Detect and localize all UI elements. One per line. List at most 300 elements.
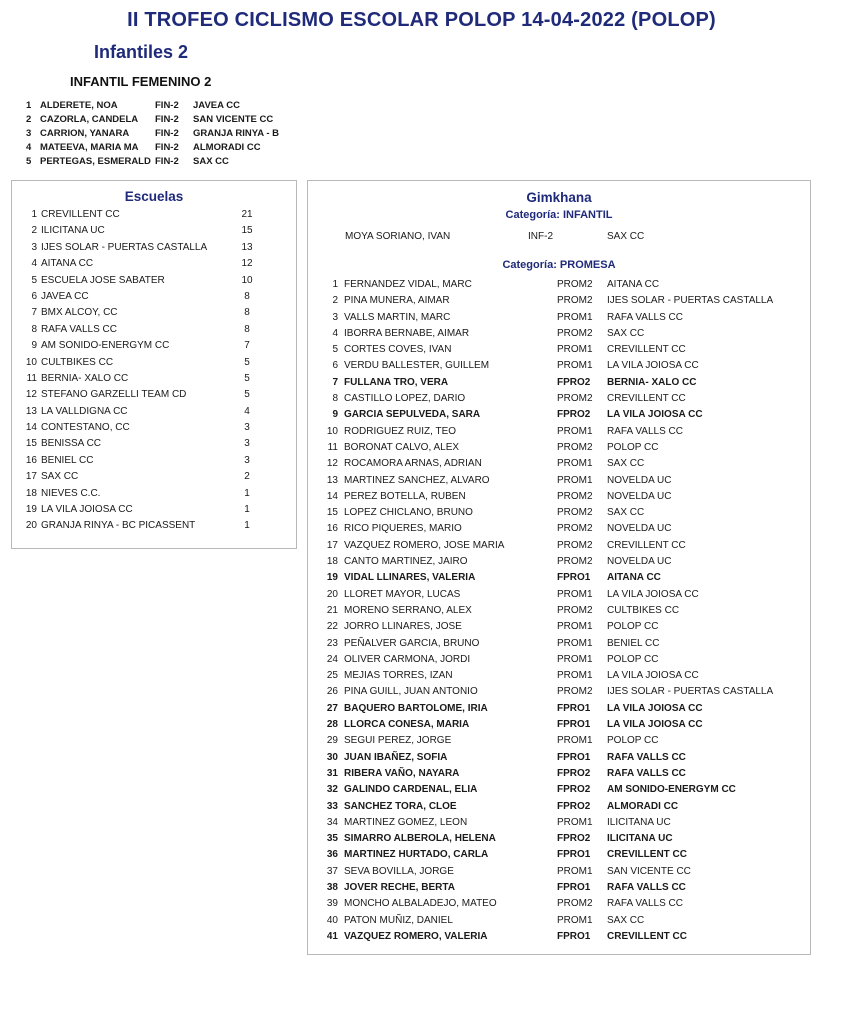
table-row: [308, 799, 808, 815]
rider-category: FPRO2: [557, 784, 591, 796]
school-points: 3: [244, 422, 250, 434]
position: 9: [31, 340, 37, 352]
table-row: [308, 652, 808, 668]
table-row: [308, 701, 808, 717]
table-row: [23, 256, 288, 272]
rider-category: PROM2: [557, 441, 593, 453]
rider-category: PROM2: [557, 539, 593, 551]
table-row: [308, 440, 808, 456]
school-name: RAFA VALLS CC: [41, 323, 117, 335]
position: 40: [326, 914, 338, 926]
table-row: [308, 733, 808, 749]
table-row: [23, 453, 288, 469]
rider-name: MATEEVA, MARIA MA: [40, 142, 139, 153]
position: 7: [332, 376, 338, 388]
rider-category: PROM1: [557, 588, 593, 600]
rider-club: BENIEL CC: [607, 637, 660, 649]
rider-club: JAVEA CC: [193, 100, 240, 111]
rider-club: CREVILLENT CC: [607, 344, 686, 356]
table-row: [23, 273, 288, 289]
position: 28: [326, 719, 338, 731]
rider-category: FIN-2: [155, 128, 179, 139]
position: 25: [326, 670, 338, 682]
rider-category: PROM2: [557, 279, 593, 290]
rider-club: SAX CC: [607, 507, 645, 519]
category-infantil-heading: Categoría: INFANTIL: [505, 209, 613, 221]
rider-club: CREVILLENT CC: [607, 930, 687, 942]
rider-club: POLOP CC: [607, 653, 659, 665]
position: 5: [26, 156, 32, 167]
table-row: [23, 502, 288, 518]
rider-club: RAFA VALLS CC: [607, 425, 683, 437]
position: 41: [326, 930, 338, 942]
school-points: 1: [244, 504, 250, 516]
position: 34: [326, 816, 338, 828]
rider-club: ALMORADI CC: [193, 142, 261, 153]
rider-name: VAZQUEZ ROMERO, JOSE MARIA: [344, 539, 505, 551]
rider-category: PROM1: [557, 914, 593, 926]
rider-name: GARCIA SEPULVEDA, SARA: [344, 409, 481, 421]
table-row: [308, 277, 808, 293]
rider-name: LOPEZ CHICLANO, BRUNO: [344, 507, 473, 519]
rider-name: IBORRA BERNABE, AIMAR: [344, 327, 470, 339]
rider-name: ALDERETE, NOA: [40, 100, 118, 111]
table-row: [308, 847, 808, 863]
rider-name: VAZQUEZ ROMERO, VALERIA: [344, 930, 488, 942]
table-row: [308, 913, 808, 929]
rider-name: VIDAL LLINARES, VALERIA: [344, 572, 476, 584]
position: 10: [326, 425, 338, 437]
rider-category: PROM2: [557, 604, 593, 616]
rider-name: CORTES COVES, IVAN: [344, 344, 452, 356]
rider-category: INF-2: [528, 231, 553, 242]
rider-category: FPRO2: [557, 376, 591, 388]
rider-name: CASTILLO LOPEZ, DARIO: [344, 393, 466, 405]
rider-category: PROM1: [557, 735, 593, 747]
position: 2: [31, 225, 37, 237]
rider-category: FIN-2: [155, 114, 179, 125]
position: 14: [326, 490, 338, 502]
rider-club: AITANA CC: [607, 572, 661, 584]
table-row: [308, 570, 808, 586]
rider-club: SAX CC: [607, 914, 645, 926]
rider-category: FPRO1: [557, 702, 591, 714]
rider-category: PROM2: [557, 507, 593, 519]
table-row: [308, 864, 808, 880]
position: 27: [326, 702, 338, 714]
table-row: [308, 391, 808, 407]
rider-category: PROM1: [557, 670, 593, 682]
school-name: CULTBIKES CC: [41, 356, 114, 368]
table-row: [23, 240, 288, 256]
position: 29: [326, 735, 338, 747]
school-name: BENISSA CC: [41, 438, 102, 450]
table-row: [23, 420, 288, 436]
school-points: 5: [244, 372, 250, 384]
table-row: [308, 358, 808, 374]
table-row: [23, 469, 288, 485]
rider-category: PROM1: [557, 474, 593, 486]
position: 36: [326, 849, 338, 861]
table-row: [308, 407, 808, 423]
section-subtitle: Infantiles 2: [94, 42, 189, 62]
rider-name: RICO PIQUERES, MARIO: [344, 523, 462, 535]
position: 15: [326, 507, 338, 519]
table-row: [308, 831, 808, 847]
position: 32: [326, 784, 338, 796]
school-name: AITANA CC: [41, 258, 94, 270]
position: 35: [326, 833, 338, 845]
table-row: [23, 355, 288, 371]
infantil-result-row: [308, 230, 808, 244]
table-row: [23, 387, 288, 403]
rider-category: FIN-2: [155, 156, 179, 167]
escuelas-panel: [11, 180, 297, 549]
position: 21: [326, 604, 338, 616]
gimkhana-panel: [307, 180, 811, 955]
rider-name: JOVER RECHE, BERTA: [344, 881, 455, 893]
rider-club: SAX CC: [607, 231, 645, 242]
rider-category: PROM1: [557, 816, 593, 828]
table-row: [308, 636, 808, 652]
position: 26: [326, 686, 338, 698]
rider-name: GALINDO CARDENAL, ELIA: [344, 784, 478, 796]
school-points: 3: [244, 438, 250, 450]
rider-name: VERDU BALLESTER, GUILLEM: [344, 360, 490, 372]
rider-name: RODRIGUEZ RUIZ, TEO: [344, 425, 457, 437]
rider-name: SANCHEZ TORA, CLOE: [344, 800, 457, 812]
rider-name: SIMARRO ALBEROLA, HELENA: [344, 833, 496, 845]
rider-club: RAFA VALLS CC: [607, 898, 683, 910]
rider-name: JUAN IBAÑEZ, SOFIA: [344, 751, 448, 763]
table-row: [308, 489, 808, 505]
rider-name: PATON MUÑIZ, DANIEL: [344, 914, 453, 926]
position: 12: [25, 389, 37, 401]
position: 11: [26, 372, 37, 384]
school-name: ESCUELA JOSE SABATER: [41, 274, 165, 286]
rider-name: SEGUI PEREZ, JORGE: [344, 735, 452, 747]
table-row: [23, 223, 288, 239]
school-points: 13: [241, 241, 253, 253]
rider-category: PROM2: [557, 523, 593, 535]
position: 31: [326, 767, 338, 779]
rider-name: PEREZ BOTELLA, RUBEN: [344, 490, 466, 502]
school-name: NIEVES C.C.: [41, 487, 101, 499]
school-points: 1: [244, 487, 250, 499]
rider-category: PROM2: [557, 556, 593, 568]
escuelas-title: Escuelas: [124, 189, 184, 204]
rider-name: CAZORLA, CANDELA: [40, 114, 139, 125]
position: 13: [25, 405, 37, 417]
table-row: [23, 436, 288, 452]
position: 37: [326, 865, 338, 877]
table-row: [308, 619, 808, 635]
rider-club: SAX CC: [193, 156, 229, 167]
position: 19: [25, 504, 37, 516]
promesa-results-list: [308, 277, 808, 945]
infantil-femenino-title: INFANTIL FEMENINO 2: [70, 74, 212, 89]
rider-club: NOVELDA UC: [607, 523, 672, 535]
rider-club: NOVELDA UC: [607, 556, 672, 568]
table-row: [23, 305, 288, 321]
position: 23: [326, 637, 338, 649]
position: 17: [25, 471, 37, 483]
rider-name: OLIVER CARMONA, JORDI: [344, 653, 471, 665]
table-row: [23, 207, 288, 223]
position: 15: [25, 438, 37, 450]
school-name: BERNIA- XALO CC: [41, 372, 129, 384]
school-name: AM SONIDO-ENERGYM CC: [41, 340, 170, 352]
position: 1: [31, 209, 37, 220]
rider-club: SAN VICENTE CC: [607, 865, 691, 877]
position: 8: [332, 393, 338, 405]
position: 18: [326, 556, 338, 568]
rider-category: FPRO1: [557, 930, 591, 942]
school-points: 1: [244, 520, 250, 532]
table-row: [308, 554, 808, 570]
position: 5: [332, 344, 338, 356]
rider-club: GRANJA RINYA - B: [193, 128, 280, 139]
rider-club: CREVILLENT CC: [607, 539, 686, 551]
position: 11: [327, 441, 338, 453]
rider-category: PROM2: [557, 295, 593, 307]
rider-category: FPRO2: [557, 767, 591, 779]
rider-name: MORENO SERRANO, ALEX: [344, 604, 472, 616]
position: 16: [326, 523, 338, 535]
rider-category: PROM1: [557, 344, 593, 356]
position: 3: [332, 311, 338, 323]
rider-category: PROM2: [557, 490, 593, 502]
table-row: [308, 538, 808, 554]
table-row: [308, 929, 808, 945]
rider-category: PROM2: [557, 686, 593, 698]
rider-name: MARTINEZ HURTADO, CARLA: [344, 849, 489, 861]
rider-club: POLOP CC: [607, 735, 659, 747]
gimkhana-title: Gimkhana: [526, 190, 592, 205]
rider-category: PROM1: [557, 637, 593, 649]
rider-category: PROM2: [557, 393, 593, 405]
rider-club: LA VILA JOIOSA CC: [607, 670, 699, 682]
escuelas-list: [23, 207, 288, 535]
rider-club: POLOP CC: [607, 621, 659, 633]
rider-name: RIBERA VAÑO, NAYARA: [344, 767, 460, 779]
school-name: CREVILLENT CC: [41, 209, 120, 220]
rider-category: FPRO1: [557, 572, 591, 584]
school-points: 10: [241, 274, 253, 286]
position: 39: [326, 898, 338, 910]
position: 2: [332, 295, 338, 307]
rider-name: MONCHO ALBALADEJO, MATEO: [344, 898, 497, 910]
rider-name: SEVA BOVILLA, JORGE: [344, 865, 454, 877]
position: 6: [332, 360, 338, 372]
page-title: II TROFEO CICLISMO ESCOLAR POLOP 14-04-2022 (POLOP): [127, 9, 716, 31]
rider-club: LA VILA JOIOSA CC: [607, 702, 703, 714]
table-row: [308, 326, 808, 342]
school-name: LA VILA JOIOSA CC: [41, 504, 133, 516]
rider-club: SAN VICENTE CC: [193, 114, 274, 125]
rider-club: CULTBIKES CC: [607, 604, 680, 616]
rider-name: JORRO LLINARES, JOSE: [344, 621, 462, 633]
rider-category: PROM1: [557, 311, 593, 323]
rider-club: SAX CC: [607, 327, 645, 339]
rider-category: PROM1: [557, 425, 593, 437]
rider-category: FPRO2: [557, 833, 591, 845]
rider-name: MARTINEZ SANCHEZ, ALVARO: [344, 474, 490, 486]
rider-club: NOVELDA UC: [607, 490, 672, 502]
school-points: 7: [244, 340, 250, 352]
rider-club: RAFA VALLS CC: [607, 311, 683, 323]
school-points: 4: [244, 405, 250, 417]
rider-club: NOVELDA UC: [607, 474, 672, 486]
table-row: [308, 668, 808, 684]
table-row: [308, 782, 808, 798]
table-row: [308, 310, 808, 326]
position: 1: [26, 100, 32, 111]
rider-name: PINA MUNERA, AIMAR: [344, 295, 450, 307]
position: 18: [25, 487, 37, 499]
rider-name: CARRION, YANARA: [40, 128, 130, 139]
table-row: [308, 603, 808, 619]
table-row: [308, 815, 808, 831]
position: 30: [326, 751, 338, 763]
rider-name: VALLS MARTIN, MARC: [344, 311, 451, 323]
rider-club: RAFA VALLS CC: [607, 767, 686, 779]
table-row: [308, 717, 808, 733]
rider-category: FPRO1: [557, 751, 591, 763]
table-row: [308, 424, 808, 440]
rider-category: FIN-2: [155, 100, 179, 111]
school-name: BMX ALCOY, CC: [41, 307, 118, 319]
table-row: [308, 342, 808, 358]
rider-name: PERTEGAS, ESMERALD: [40, 156, 151, 167]
rider-name: BORONAT CALVO, ALEX: [344, 441, 460, 453]
rider-name: LLORET MAYOR, LUCAS: [344, 588, 461, 600]
position: 20: [326, 588, 338, 600]
rider-name: MARTINEZ GOMEZ, LEON: [344, 816, 468, 828]
rider-name: LLORCA CONESA, MARIA: [344, 719, 470, 731]
position: 4: [332, 327, 338, 339]
rider-category: FPRO1: [557, 881, 591, 893]
rider-category: PROM1: [557, 865, 593, 877]
position: 10: [25, 356, 37, 368]
rider-club: LA VILA JOIOSA CC: [607, 409, 703, 421]
rider-category: PROM1: [557, 621, 593, 633]
table-row: [308, 505, 808, 521]
position: 13: [326, 474, 338, 486]
rider-club: IJES SOLAR - PUERTAS CASTALLA: [607, 295, 774, 307]
rider-club: SAX CC: [607, 458, 645, 470]
table-row: [308, 456, 808, 472]
school-name: IJES SOLAR - PUERTAS CASTALLA: [41, 241, 208, 253]
rider-club: RAFA VALLS CC: [607, 881, 686, 893]
table-row: [308, 473, 808, 489]
rider-club: BERNIA- XALO CC: [607, 376, 697, 388]
school-name: BENIEL CC: [41, 454, 94, 466]
table-row: [23, 404, 288, 420]
table-row: [23, 518, 288, 534]
rider-name: BAQUERO BARTOLOME, IRIA: [344, 702, 488, 714]
school-points: 3: [244, 454, 250, 466]
rider-category: FPRO1: [557, 719, 591, 731]
school-name: SAX CC: [41, 471, 79, 483]
position: 3: [26, 128, 32, 139]
school-name: STEFANO GARZELLI TEAM CD: [41, 389, 187, 401]
school-points: 8: [244, 323, 250, 335]
table-row: [23, 486, 288, 502]
position: 16: [25, 454, 37, 466]
rider-name: PINA GUILL, JUAN ANTONIO: [344, 686, 478, 698]
school-name: LA VALLDIGNA CC: [41, 405, 128, 417]
school-points: 8: [244, 307, 250, 319]
rider-category: PROM2: [557, 327, 593, 339]
rider-name: MOYA SORIANO, IVAN: [345, 231, 451, 242]
rider-category: PROM1: [557, 653, 593, 665]
table-row: [23, 289, 288, 305]
rider-category: PROM1: [557, 458, 593, 470]
rider-club: LA VILA JOIOSA CC: [607, 360, 699, 372]
rider-club: ALMORADI CC: [607, 800, 679, 812]
table-row: [308, 766, 808, 782]
position: 38: [326, 881, 338, 893]
school-points: 2: [244, 471, 250, 483]
rider-club: POLOP CC: [607, 441, 659, 453]
position: 14: [25, 422, 37, 434]
school-name: GRANJA RINYA - BC PICASSENT: [41, 520, 196, 532]
school-points: 5: [244, 356, 250, 368]
rider-club: ILICITANA UC: [607, 816, 671, 828]
table-row: [308, 684, 808, 700]
rider-club: RAFA VALLS CC: [607, 751, 686, 763]
rider-category: FPRO1: [557, 849, 591, 861]
rider-name: PEÑALVER GARCIA, BRUNO: [344, 637, 480, 649]
position: 17: [326, 539, 338, 551]
position: 33: [326, 800, 338, 812]
table-row: [308, 880, 808, 896]
position: 5: [31, 274, 37, 286]
table-row: [308, 375, 808, 391]
rider-name: FULLANA TRO, VERA: [344, 376, 449, 388]
position: 6: [31, 290, 37, 302]
school-points: 5: [244, 389, 250, 401]
position: 2: [26, 114, 32, 125]
school-points: 12: [241, 258, 253, 270]
rider-club: CREVILLENT CC: [607, 393, 686, 405]
position: 22: [326, 621, 338, 633]
position: 20: [25, 520, 37, 532]
position: 4: [31, 258, 37, 270]
category-promesa-heading: Categoría: PROMESA: [502, 259, 616, 271]
position: 4: [26, 142, 32, 153]
table-row: [308, 896, 808, 912]
position: 12: [326, 458, 338, 470]
table-row: [23, 338, 288, 354]
position: 8: [31, 323, 37, 335]
rider-club: AM SONIDO-ENERGYM CC: [607, 784, 736, 796]
table-row: [308, 293, 808, 309]
position: 7: [31, 307, 37, 319]
rider-club: LA VILA JOIOSA CC: [607, 588, 699, 600]
table-row: [23, 322, 288, 338]
rider-name: ROCAMORA ARNAS, ADRIAN: [344, 458, 482, 470]
school-points: 21: [241, 209, 253, 220]
rider-name: MEJIAS TORRES, IZAN: [344, 670, 453, 682]
rider-name: FERNANDEZ VIDAL, MARC: [344, 279, 472, 290]
rider-club: ILICITANA UC: [607, 833, 673, 845]
rider-category: FPRO2: [557, 409, 591, 421]
school-name: CONTESTANO, CC: [41, 422, 130, 434]
rider-name: CANTO MARTINEZ, JAIRO: [344, 556, 468, 568]
position: 3: [31, 241, 37, 253]
